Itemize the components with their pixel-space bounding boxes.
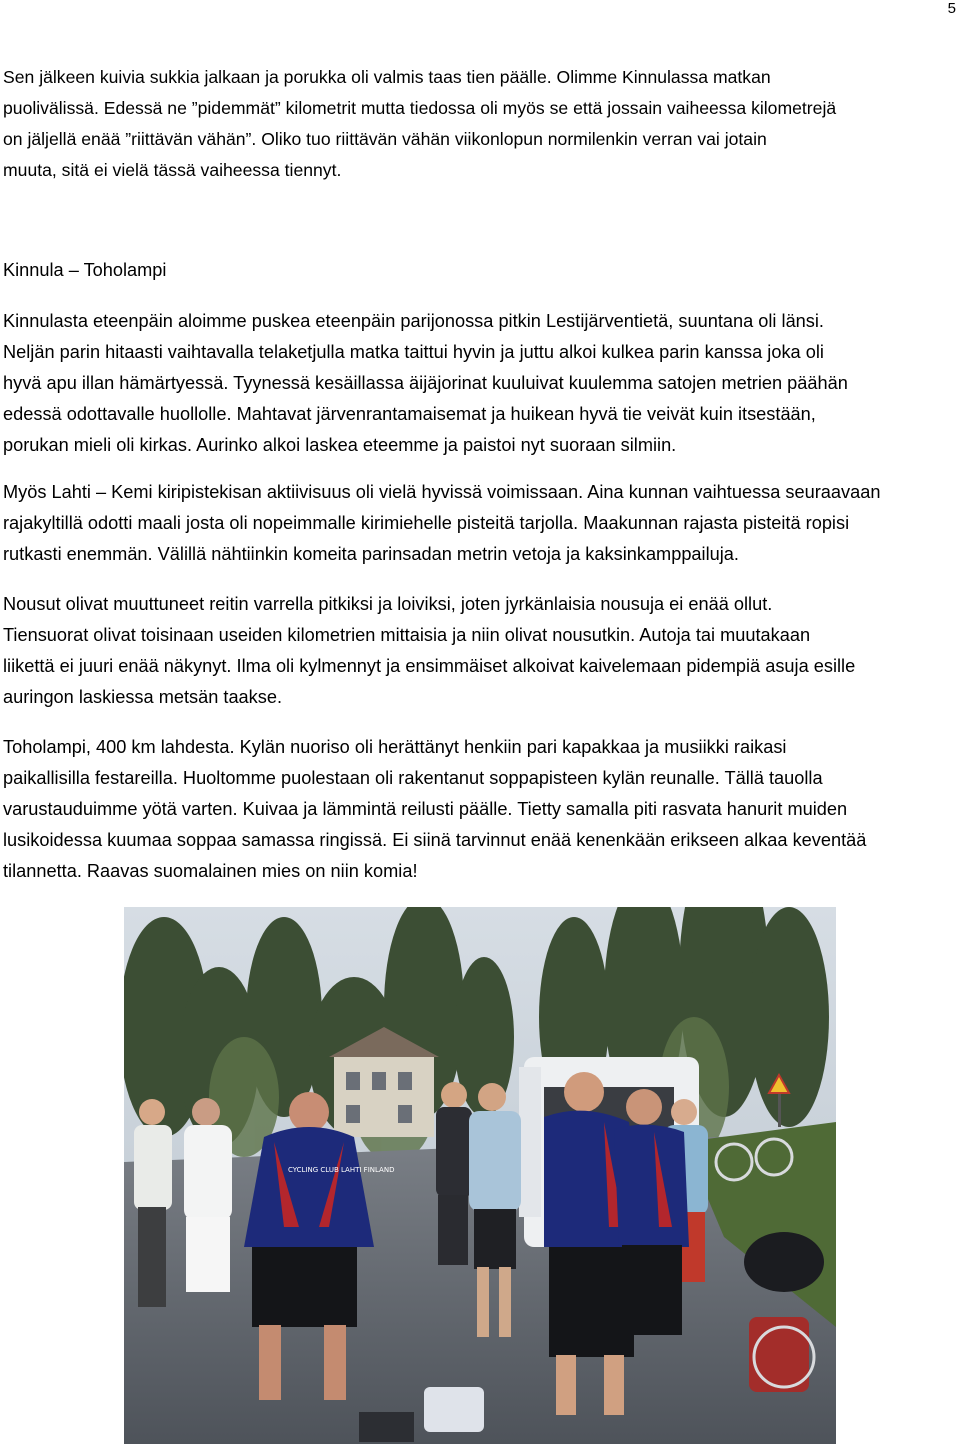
heading-text: Kinnula – Toholampi <box>3 260 167 280</box>
photo-cyclists-soup-stop <box>124 907 836 1444</box>
text-line: hyvä apu illan hämärtyessä. Tyynessä kesäillassa äijäjorinat kuuluivat kuulemma satojen metrien päähän <box>3 373 848 393</box>
person-dark-left <box>436 1082 472 1265</box>
paragraph-route <box>3 306 958 461</box>
section-heading <box>3 255 958 286</box>
text-line: Tiensuorat olivat toisinaan useiden kilometrien mittaisia ja niin olivat nousutkin. Autoja tai muutakaan <box>3 625 811 645</box>
text-line: rajakyltillä odotti maali josta oli nopeimmalle kirimiehelle pisteitä tarjolla. Maakunnan rajasta pisteitä ropisi <box>3 513 850 533</box>
text-line: lusikoidessa kuumaa soppaa samassa ringissä. Ei siinä tarvinnut enää kenenkään erikseen alkaa keventää <box>3 830 867 850</box>
text-line: Kinnulasta eteenpäin aloimme puskea eteenpäin parijonossa pitkin Lestijärventietä, suuntana oli länsi. <box>3 311 824 331</box>
paragraph-intro <box>3 62 958 186</box>
text-line: paikallisilla festareilla. Huoltomme puolestaan oli rakentanut soppapisteen kylän reunalle. Tällä tauolla <box>3 768 823 788</box>
text-line: auringon laskiessa metsän taakse. <box>3 687 283 707</box>
person-white-hoodie <box>184 1098 232 1292</box>
text-line: Toholampi, 400 km lahdesta. Kylän nuoriso oli herättänyt henkiin pari kapakkaa ja musiikki raikasi <box>3 737 787 757</box>
text-line: muuta, sitä ei vielä tässä vaiheessa tiennyt. <box>3 160 342 180</box>
page-number: 5 <box>947 0 956 17</box>
text-line: on jäljellä enää ”riittävän vähän”. Oliko tuo riittävän vähän viikonlopun normilenkin verran vai jotain <box>3 129 767 149</box>
jersey-text: CYCLING CLUB LAHTI FINLAND <box>288 1166 395 1174</box>
paragraph-toholampi <box>3 732 958 887</box>
text-line: Nousut olivat muuttuneet reitin varrella pitkiksi ja loiviksi, joten jyrkänlaisia nousuja ei enää ollut. <box>3 594 773 614</box>
text-line: puolivälissä. Edessä ne ”pidemmät” kilometrit mutta tiedossa oli myös se että jossain vaiheessa kilometrejä <box>3 98 837 118</box>
text-line: Sen jälkeen kuivia sukkia jalkaan ja porukka oli valmis taas tien päälle. Olimme Kinnulassa matkan <box>3 67 771 87</box>
text-line: rutkasti enemmän. Välillä nähtiinkin komeita parinsadan metrin vetoja ja kaksinkamppailuja. <box>3 544 739 564</box>
text-line: varustauduimme yötä varten. Kuivaa ja lämmintä reilusti päälle. Tietty samalla piti rasvata hanurit muiden <box>3 799 848 819</box>
text-line: tilannetta. Raavas suomalainen mies on niin komia! <box>3 861 418 881</box>
text-line: edessä odottavalle huollolle. Mahtavat järvenrantamaisemat ja huikean hyvä tie veivät kuin itsestään, <box>3 404 816 424</box>
text-line: Neljän parin hitaasti vaihtavalla telaketjulla matka taittui hyvin ja juttu alkoi kulkea parin kanssa joka oli <box>3 342 824 362</box>
paragraph-climbs <box>3 589 958 713</box>
text-line: liikettä ei juuri enää näkynyt. Ilma oli kylmennyt ja ensimmäiset alkoivat kaivelemaan pidempiä asuja esille <box>3 656 856 676</box>
text-line: Myös Lahti – Kemi kiripistekisan aktiivisuus oli vielä hyvissä voimissaan. Aina kunnan vaihtuessa seuraavaan <box>3 482 881 502</box>
paragraph-sprint <box>3 477 958 570</box>
text-line: porukan mieli oli kirkas. Aurinko alkoi laskea eteemme ja paistoi nyt suoraan silmiin. <box>3 435 677 455</box>
